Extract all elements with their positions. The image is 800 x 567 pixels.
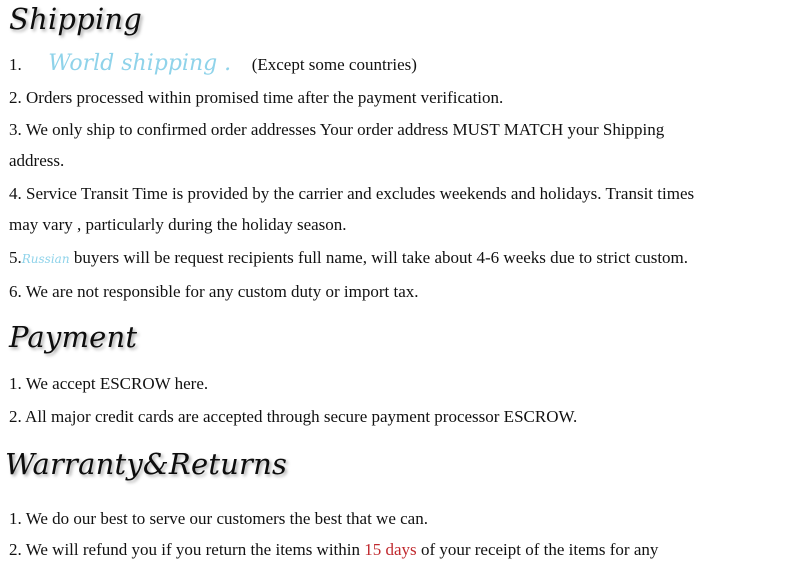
shipping-item-4-line-1: 4. Service Transit Time is provided by the carrier and excludes weekends and holidays. Transit times: [9, 184, 695, 203]
item-text: (Except some countries): [251, 55, 417, 74]
item-number: 1.: [9, 55, 22, 74]
payment-item-2: 2. All major credit cards are accepted through secure payment processor ESCROW.: [9, 407, 578, 426]
payment-item-1: 1. We accept ESCROW here.: [9, 374, 209, 393]
warranty-item-2: [9, 539, 658, 561]
fifteen-days-highlight: 15 days: [364, 540, 417, 559]
payment-heading: Payment: [9, 320, 138, 354]
item-text: buyers will be request recipients full name, will take about 4-6 weeks due to strict custom.: [69, 248, 689, 267]
shipping-item-4-line-2: may vary , particularly during the holiday season.: [9, 215, 347, 234]
shipping-item-1: [9, 53, 417, 76]
shipping-heading: Shipping: [9, 2, 143, 36]
shipping-item-6: 6. We are not responsible for any custom duty or import tax.: [9, 282, 419, 301]
item-text: 2. We will refund you if you return the items within: [9, 540, 365, 559]
shipping-item-5: [9, 247, 688, 270]
shipping-item-3-line-2: address.: [9, 151, 65, 170]
russian-highlight: Russian: [21, 252, 70, 266]
world-shipping-highlight: World shipping .: [48, 51, 232, 76]
warranty-item-1: 1. We do our best to serve our customers the best that we can.: [9, 509, 428, 528]
warranty-returns-heading: Warranty&Returns: [5, 447, 288, 481]
item-text: of your receipt of the items for any: [416, 540, 659, 559]
item-number: 5.: [9, 248, 22, 267]
shipping-item-3-line-1: 3. We only ship to confirmed order addresses Your order address MUST MATCH your Shipping: [9, 120, 665, 139]
shipping-item-2: 2. Orders processed within promised time after the payment verification.: [9, 88, 504, 107]
